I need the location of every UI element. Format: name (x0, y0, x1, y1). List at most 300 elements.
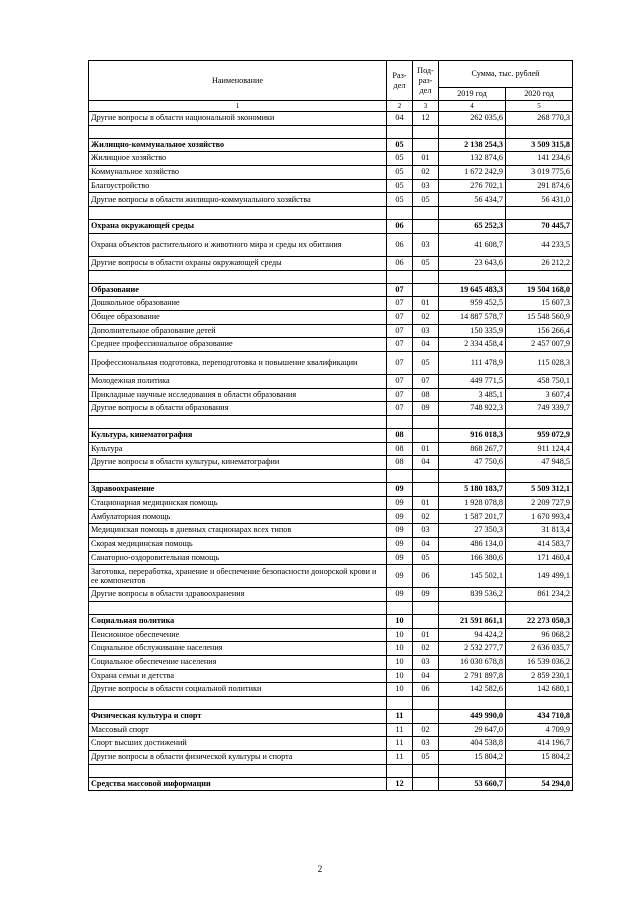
row-amount-2019-cell: 262 035,6 (439, 112, 506, 126)
empty-cell (387, 125, 413, 138)
row-amount-2019-cell: 94 424,2 (439, 628, 506, 642)
empty-cell (413, 601, 439, 614)
row-name-cell: Социальная политика (89, 614, 387, 628)
section-row (89, 710, 573, 724)
row-section-cell: 10 (387, 628, 413, 642)
row-name-cell: Санаторно-оздоровительная помощь (89, 551, 387, 565)
empty-cell (506, 601, 573, 614)
row-amount-2020-cell: 56 431,0 (506, 193, 573, 207)
table-row (89, 152, 573, 166)
empty-cell (439, 470, 506, 483)
table-row (89, 351, 573, 374)
row-amount-2019-cell: 27 350,3 (439, 524, 506, 538)
row-name-cell: Скорая медицинская помощь (89, 537, 387, 551)
row-section-cell: 09 (387, 537, 413, 551)
table-row (89, 374, 573, 388)
row-subsection-cell: 02 (413, 310, 439, 324)
row-amount-2019-cell: 65 252,3 (439, 220, 506, 234)
row-amount-2019-cell: 2 334 458,4 (439, 338, 506, 352)
row-amount-2019-cell: 1 928 078,8 (439, 496, 506, 510)
empty-cell (413, 270, 439, 283)
row-subsection-cell: 02 (413, 642, 439, 656)
section-row (89, 483, 573, 497)
row-amount-2019-cell: 2 532 277,7 (439, 642, 506, 656)
row-section-cell: 07 (387, 338, 413, 352)
row-amount-2019-cell: 916 018,3 (439, 429, 506, 443)
empty-cell (89, 764, 387, 777)
table-row (89, 310, 573, 324)
table-row (89, 166, 573, 180)
row-amount-2020-cell: 15 548 560,9 (506, 310, 573, 324)
row-name-cell: Другие вопросы в области жилищно-коммунального хозяйства (89, 193, 387, 207)
empty-cell (387, 601, 413, 614)
row-subsection-cell: 12 (413, 112, 439, 126)
empty-cell (439, 697, 506, 710)
row-name-cell: Дополнительное образование детей (89, 324, 387, 338)
spacer-row (89, 697, 573, 710)
row-name-cell: Общее образование (89, 310, 387, 324)
empty-cell (413, 764, 439, 777)
column-number: 2 (387, 101, 413, 112)
row-amount-2020-cell: 2 859 230,1 (506, 669, 573, 683)
row-amount-2019-cell: 23 643,6 (439, 256, 506, 270)
empty-cell (413, 697, 439, 710)
table-row (89, 112, 573, 126)
empty-cell (506, 207, 573, 220)
row-subsection-cell: 09 (413, 588, 439, 602)
row-subsection-cell: 05 (413, 256, 439, 270)
empty-cell (506, 470, 573, 483)
table-header (89, 61, 573, 112)
row-amount-2020-cell: 414 196,7 (506, 737, 573, 751)
row-name-cell: Другие вопросы в области образования (89, 402, 387, 416)
row-subsection-cell: 04 (413, 537, 439, 551)
header-section: Раз-дел (387, 61, 413, 101)
row-subsection-cell (413, 483, 439, 497)
row-amount-2019-cell: 145 502,1 (439, 565, 506, 588)
row-section-cell: 09 (387, 496, 413, 510)
row-subsection-cell: 04 (413, 669, 439, 683)
row-name-cell: Стационарная медицинская помощь (89, 496, 387, 510)
empty-cell (387, 470, 413, 483)
empty-cell (89, 416, 387, 429)
row-amount-2020-cell: 149 499,1 (506, 565, 573, 588)
header-year-2019: 2019 год (439, 88, 506, 101)
row-amount-2019-cell: 56 434,7 (439, 193, 506, 207)
row-subsection-cell: 04 (413, 456, 439, 470)
row-subsection-cell (413, 429, 439, 443)
spacer-row (89, 764, 573, 777)
table-body (89, 112, 573, 791)
table-row (89, 402, 573, 416)
row-subsection-cell (413, 614, 439, 628)
row-name-cell: Средства массовой информации (89, 777, 387, 791)
empty-cell (387, 270, 413, 283)
column-number: 3 (413, 101, 439, 112)
spacer-row (89, 601, 573, 614)
row-amount-2020-cell: 3 019 775,6 (506, 166, 573, 180)
row-amount-2019-cell: 959 452,5 (439, 297, 506, 311)
column-number: 1 (89, 101, 387, 112)
row-subsection-cell: 06 (413, 683, 439, 697)
row-subsection-cell: 03 (413, 233, 439, 256)
empty-cell (439, 416, 506, 429)
row-amount-2020-cell: 15 804,2 (506, 751, 573, 765)
row-amount-2019-cell: 2 138 254,3 (439, 138, 506, 152)
row-section-cell: 08 (387, 429, 413, 443)
row-name-cell: Спорт высших достижений (89, 737, 387, 751)
table-row (89, 524, 573, 538)
row-subsection-cell: 09 (413, 402, 439, 416)
row-amount-2020-cell: 3 509 315,8 (506, 138, 573, 152)
row-subsection-cell: 05 (413, 193, 439, 207)
row-amount-2019-cell: 404 538,8 (439, 737, 506, 751)
empty-cell (89, 470, 387, 483)
table-row (89, 496, 573, 510)
spacer-row (89, 416, 573, 429)
column-number: 4 (439, 101, 506, 112)
row-name-cell: Другие вопросы в области социальной политики (89, 683, 387, 697)
row-name-cell: Амбулаторная помощь (89, 510, 387, 524)
row-section-cell: 06 (387, 233, 413, 256)
row-section-cell: 07 (387, 283, 413, 297)
row-section-cell: 05 (387, 152, 413, 166)
row-name-cell: Другие вопросы в области национальной экономики (89, 112, 387, 126)
row-name-cell: Другие вопросы в области культуры, кинематографии (89, 456, 387, 470)
header-year-2020: 2020 год (506, 88, 573, 101)
row-amount-2020-cell: 458 750,1 (506, 374, 573, 388)
row-subsection-cell: 03 (413, 324, 439, 338)
row-name-cell: Охрана семьи и детства (89, 669, 387, 683)
section-row (89, 138, 573, 152)
row-name-cell: Молодежная политика (89, 374, 387, 388)
table-row (89, 588, 573, 602)
row-amount-2019-cell: 868 267,7 (439, 442, 506, 456)
row-amount-2020-cell: 861 234,2 (506, 588, 573, 602)
row-amount-2019-cell: 15 804,2 (439, 751, 506, 765)
row-subsection-cell: 06 (413, 565, 439, 588)
row-amount-2020-cell: 268 770,3 (506, 112, 573, 126)
header-subsection: Под-раз-дел (413, 61, 439, 101)
row-amount-2019-cell: 449 771,5 (439, 374, 506, 388)
row-section-cell: 10 (387, 642, 413, 656)
empty-cell (506, 125, 573, 138)
row-section-cell: 05 (387, 179, 413, 193)
row-amount-2020-cell: 749 339,7 (506, 402, 573, 416)
row-section-cell: 07 (387, 324, 413, 338)
row-amount-2020-cell: 156 266,4 (506, 324, 573, 338)
row-section-cell: 10 (387, 669, 413, 683)
row-section-cell: 07 (387, 388, 413, 402)
section-row (89, 614, 573, 628)
table-row (89, 723, 573, 737)
row-amount-2020-cell: 47 948,5 (506, 456, 573, 470)
row-section-cell: 07 (387, 310, 413, 324)
empty-cell (89, 207, 387, 220)
row-name-cell: Профессиональная подготовка, переподготовка и повышение квалификации (89, 351, 387, 374)
empty-cell (506, 697, 573, 710)
row-amount-2019-cell: 1 587 201,7 (439, 510, 506, 524)
table-row (89, 510, 573, 524)
row-section-cell: 05 (387, 138, 413, 152)
row-name-cell: Физическая культура и спорт (89, 710, 387, 724)
row-section-cell: 11 (387, 723, 413, 737)
row-amount-2020-cell: 414 583,7 (506, 537, 573, 551)
row-subsection-cell: 02 (413, 510, 439, 524)
row-subsection-cell: 05 (413, 751, 439, 765)
row-name-cell: Пенсионное обеспечение (89, 628, 387, 642)
table-row (89, 442, 573, 456)
row-subsection-cell: 01 (413, 628, 439, 642)
row-section-cell: 10 (387, 614, 413, 628)
row-subsection-cell: 08 (413, 388, 439, 402)
row-subsection-cell: 03 (413, 524, 439, 538)
row-subsection-cell: 01 (413, 442, 439, 456)
row-subsection-cell: 03 (413, 655, 439, 669)
row-section-cell: 04 (387, 112, 413, 126)
row-name-cell: Здравоохранение (89, 483, 387, 497)
row-amount-2020-cell: 171 460,4 (506, 551, 573, 565)
row-section-cell: 07 (387, 351, 413, 374)
row-name-cell: Охрана объектов растительного и животного мира и среды их обитания (89, 233, 387, 256)
empty-cell (387, 416, 413, 429)
row-amount-2020-cell: 5 509 312,1 (506, 483, 573, 497)
column-number: 5 (506, 101, 573, 112)
row-amount-2019-cell: 14 887 578,7 (439, 310, 506, 324)
row-name-cell: Образование (89, 283, 387, 297)
empty-cell (413, 207, 439, 220)
row-subsection-cell: 02 (413, 723, 439, 737)
row-section-cell: 09 (387, 565, 413, 588)
table-row (89, 324, 573, 338)
row-subsection-cell: 05 (413, 551, 439, 565)
row-amount-2020-cell: 31 813,4 (506, 524, 573, 538)
empty-cell (413, 470, 439, 483)
row-section-cell: 06 (387, 256, 413, 270)
row-amount-2019-cell: 486 134,0 (439, 537, 506, 551)
row-amount-2020-cell: 141 234,6 (506, 152, 573, 166)
row-section-cell: 09 (387, 588, 413, 602)
table-row (89, 628, 573, 642)
row-amount-2019-cell: 47 750,6 (439, 456, 506, 470)
row-name-cell: Социальное обслуживание населения (89, 642, 387, 656)
table-row (89, 737, 573, 751)
row-name-cell: Культура (89, 442, 387, 456)
row-amount-2019-cell: 748 922,3 (439, 402, 506, 416)
row-amount-2020-cell: 15 607,3 (506, 297, 573, 311)
row-section-cell: 09 (387, 524, 413, 538)
row-amount-2019-cell: 21 591 861,1 (439, 614, 506, 628)
row-amount-2020-cell: 3 607,4 (506, 388, 573, 402)
row-section-cell: 06 (387, 220, 413, 234)
row-amount-2020-cell: 4 709,9 (506, 723, 573, 737)
row-amount-2019-cell: 132 874,6 (439, 152, 506, 166)
row-amount-2020-cell: 44 233,5 (506, 233, 573, 256)
row-amount-2020-cell: 19 504 168,0 (506, 283, 573, 297)
row-amount-2020-cell: 26 212,2 (506, 256, 573, 270)
row-subsection-cell (413, 220, 439, 234)
row-name-cell: Коммунальное хозяйство (89, 166, 387, 180)
row-section-cell: 09 (387, 551, 413, 565)
row-amount-2019-cell: 16 030 678,8 (439, 655, 506, 669)
row-amount-2020-cell: 434 710,8 (506, 710, 573, 724)
section-row (89, 777, 573, 791)
row-subsection-cell: 01 (413, 152, 439, 166)
row-section-cell: 07 (387, 297, 413, 311)
row-section-cell: 12 (387, 777, 413, 791)
row-subsection-cell (413, 710, 439, 724)
row-name-cell: Другие вопросы в области охраны окружающей среды (89, 256, 387, 270)
section-row (89, 220, 573, 234)
row-amount-2020-cell: 70 445,7 (506, 220, 573, 234)
row-amount-2020-cell: 291 874,6 (506, 179, 573, 193)
row-name-cell: Массовый спорт (89, 723, 387, 737)
row-amount-2020-cell: 1 670 993,4 (506, 510, 573, 524)
row-amount-2020-cell: 22 273 050,3 (506, 614, 573, 628)
table-row (89, 683, 573, 697)
row-section-cell: 11 (387, 710, 413, 724)
empty-cell (387, 697, 413, 710)
row-section-cell: 07 (387, 374, 413, 388)
row-amount-2020-cell: 54 294,0 (506, 777, 573, 791)
row-amount-2019-cell: 19 645 483,3 (439, 283, 506, 297)
row-name-cell: Жилищное хозяйство (89, 152, 387, 166)
row-amount-2019-cell: 1 672 242,9 (439, 166, 506, 180)
row-section-cell: 10 (387, 655, 413, 669)
empty-cell (413, 125, 439, 138)
row-name-cell: Благоустройство (89, 179, 387, 193)
empty-cell (387, 764, 413, 777)
row-subsection-cell: 02 (413, 166, 439, 180)
spacer-row (89, 270, 573, 283)
table-row (89, 551, 573, 565)
row-name-cell: Другие вопросы в области здравоохранения (89, 588, 387, 602)
row-amount-2020-cell: 959 072,9 (506, 429, 573, 443)
row-section-cell: 05 (387, 166, 413, 180)
spacer-row (89, 207, 573, 220)
table-row (89, 537, 573, 551)
row-subsection-cell: 03 (413, 179, 439, 193)
row-name-cell: Среднее профессиональное образование (89, 338, 387, 352)
row-subsection-cell: 04 (413, 338, 439, 352)
table-row (89, 456, 573, 470)
empty-cell (439, 601, 506, 614)
row-amount-2019-cell: 5 180 183,7 (439, 483, 506, 497)
row-name-cell: Культура, кинематография (89, 429, 387, 443)
row-amount-2019-cell: 150 335,9 (439, 324, 506, 338)
row-name-cell: Другие вопросы в области физической культуры и спорта (89, 751, 387, 765)
row-subsection-cell: 01 (413, 297, 439, 311)
row-section-cell: 05 (387, 193, 413, 207)
row-name-cell: Прикладные научные исследования в области образования (89, 388, 387, 402)
table-row (89, 388, 573, 402)
table-row (89, 233, 573, 256)
header-name: Наименование (89, 61, 387, 101)
row-section-cell: 09 (387, 510, 413, 524)
row-name-cell: Медицинская помощь в дневных стационарах всех типов (89, 524, 387, 538)
table-row (89, 642, 573, 656)
row-amount-2019-cell: 142 582,6 (439, 683, 506, 697)
empty-cell (387, 207, 413, 220)
spacer-row (89, 125, 573, 138)
row-subsection-cell (413, 777, 439, 791)
empty-cell (439, 270, 506, 283)
row-amount-2019-cell: 29 647,0 (439, 723, 506, 737)
row-section-cell: 10 (387, 683, 413, 697)
empty-cell (439, 125, 506, 138)
row-section-cell: 08 (387, 456, 413, 470)
row-amount-2020-cell: 142 680,1 (506, 683, 573, 697)
table-row (89, 751, 573, 765)
row-amount-2020-cell: 2 636 035,7 (506, 642, 573, 656)
empty-cell (506, 416, 573, 429)
row-name-cell: Дошкольное образование (89, 297, 387, 311)
empty-cell (89, 697, 387, 710)
spacer-row (89, 470, 573, 483)
row-section-cell: 09 (387, 483, 413, 497)
table-row (89, 297, 573, 311)
row-subsection-cell (413, 283, 439, 297)
header-sum: Сумма, тыс. рублей (439, 61, 573, 88)
table-row (89, 179, 573, 193)
row-section-cell: 07 (387, 402, 413, 416)
row-amount-2019-cell: 839 536,2 (439, 588, 506, 602)
empty-cell (439, 764, 506, 777)
row-amount-2020-cell: 2 457 007,9 (506, 338, 573, 352)
empty-cell (89, 125, 387, 138)
table-row (89, 565, 573, 588)
table-row (89, 669, 573, 683)
row-name-cell: Социальное обеспечение населения (89, 655, 387, 669)
row-name-cell: Жилищно-коммунальное хозяйство (89, 138, 387, 152)
empty-cell (89, 270, 387, 283)
table-row (89, 256, 573, 270)
row-subsection-cell: 01 (413, 496, 439, 510)
empty-cell (89, 601, 387, 614)
row-amount-2019-cell: 53 660,7 (439, 777, 506, 791)
row-section-cell: 11 (387, 751, 413, 765)
row-amount-2020-cell: 911 124,4 (506, 442, 573, 456)
section-row (89, 283, 573, 297)
table-row (89, 193, 573, 207)
row-name-cell: Заготовка, переработка, хранение и обеспечение безопасности донорской крови и ее компонентов (89, 565, 387, 588)
row-subsection-cell: 07 (413, 374, 439, 388)
row-subsection-cell: 03 (413, 737, 439, 751)
empty-cell (413, 416, 439, 429)
row-amount-2020-cell: 2 209 727,9 (506, 496, 573, 510)
row-name-cell: Охрана окружающей среды (89, 220, 387, 234)
row-subsection-cell (413, 138, 439, 152)
row-subsection-cell: 05 (413, 351, 439, 374)
row-amount-2019-cell: 449 990,0 (439, 710, 506, 724)
row-amount-2020-cell: 96 068,2 (506, 628, 573, 642)
row-amount-2019-cell: 41 608,7 (439, 233, 506, 256)
empty-cell (506, 764, 573, 777)
table-row (89, 338, 573, 352)
section-row (89, 429, 573, 443)
row-amount-2019-cell: 111 478,9 (439, 351, 506, 374)
row-amount-2020-cell: 115 028,3 (506, 351, 573, 374)
row-section-cell: 08 (387, 442, 413, 456)
empty-cell (506, 270, 573, 283)
page-number: 2 (317, 864, 323, 874)
row-section-cell: 11 (387, 737, 413, 751)
row-amount-2019-cell: 166 380,6 (439, 551, 506, 565)
budget-table (88, 60, 573, 791)
row-amount-2019-cell: 276 702,1 (439, 179, 506, 193)
empty-cell (439, 207, 506, 220)
row-amount-2019-cell: 3 485,1 (439, 388, 506, 402)
